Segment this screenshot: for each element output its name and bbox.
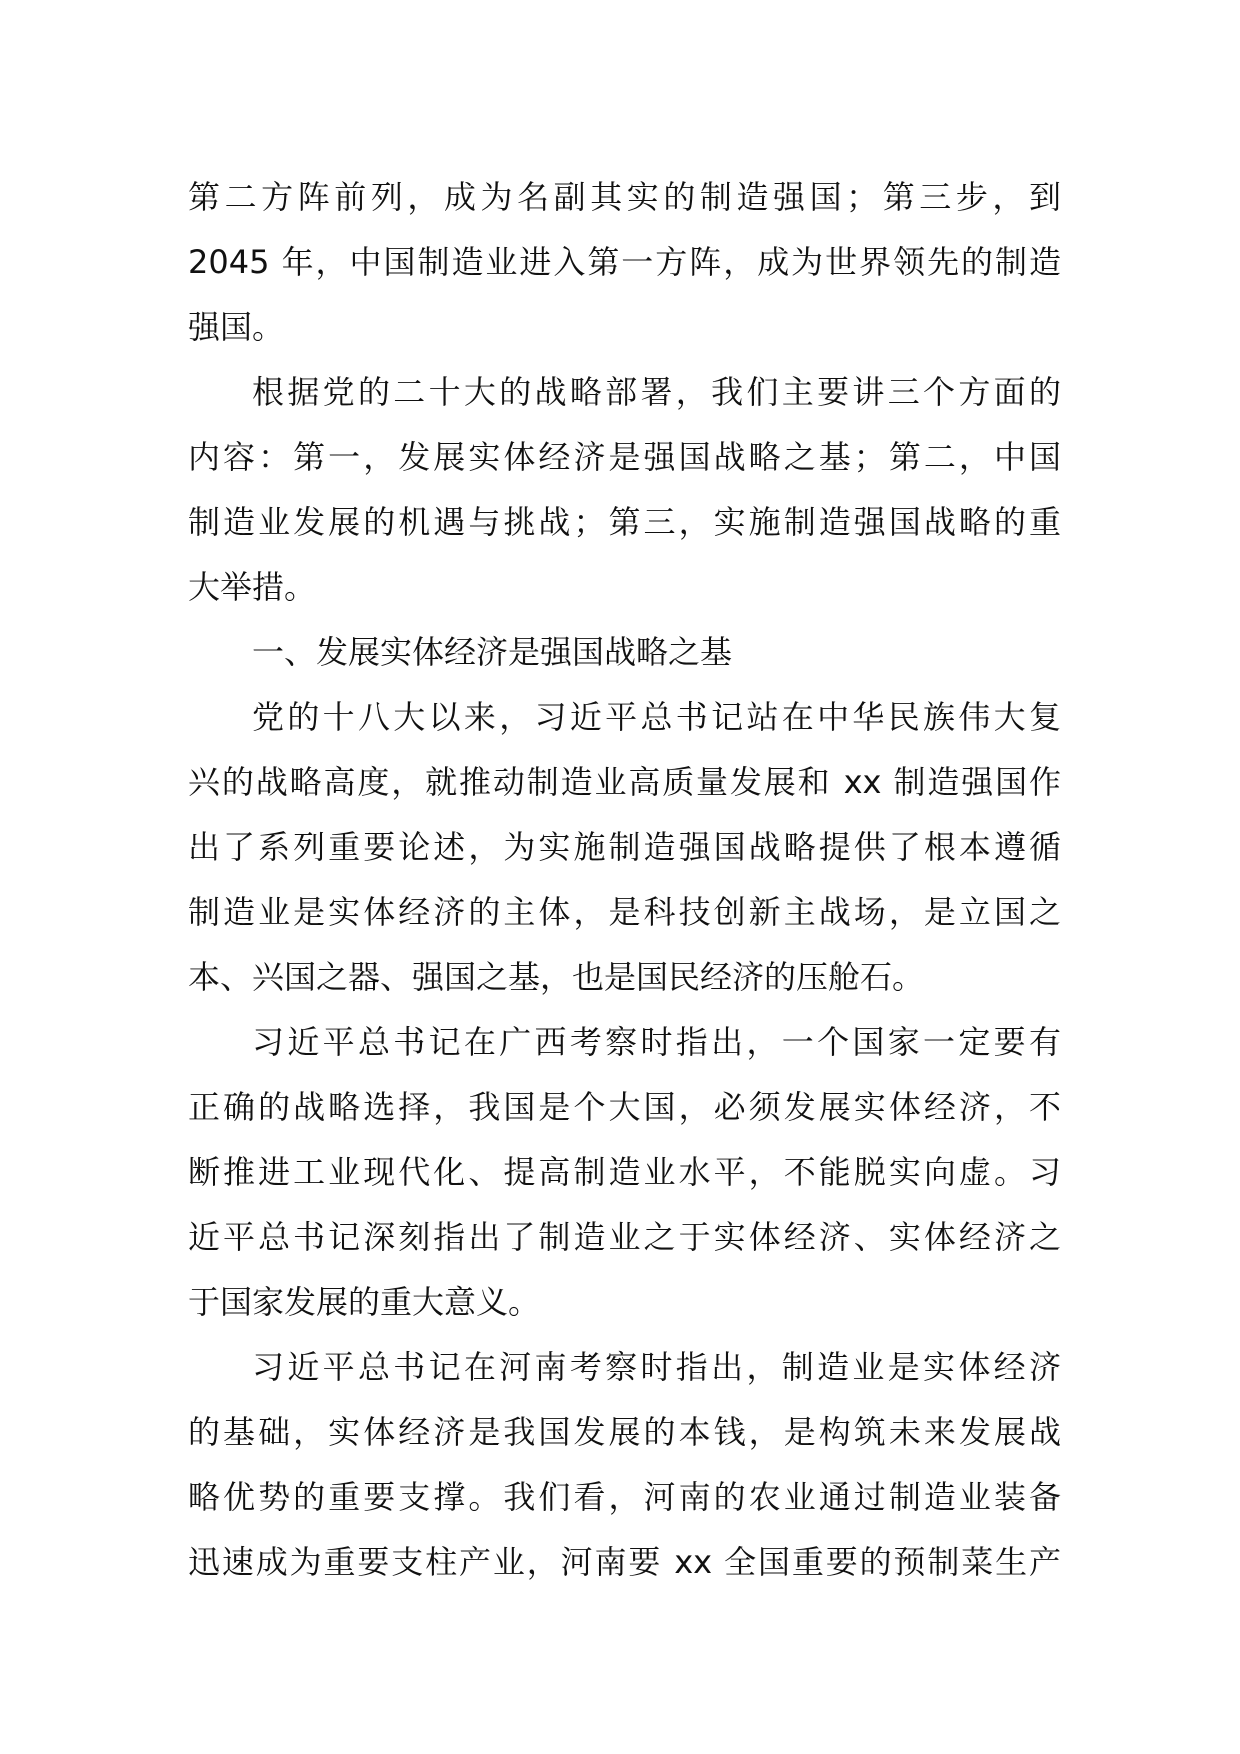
text-line: 根据党的二十大的战略部署，我们主要讲三个方面的 — [252, 373, 1061, 411]
text-line: 制造业是实体经济的主体，是科技创新主战场，是立国之 — [188, 893, 1061, 931]
text-line: 断推进工业现代化、提高制造业水平，不能脱实向虚。习 — [188, 1153, 1061, 1191]
text-line: 习近平总书记在广西考察时指出，一个国家一定要有 — [252, 1023, 1061, 1061]
paragraph — [188, 360, 1061, 620]
text-line: 的基础，实体经济是我国发展的本钱，是构筑未来发展战 — [188, 1413, 1061, 1451]
heading-text: 一、发展实体经济是强国战略之基 — [252, 633, 733, 671]
text-line: 大举措。 — [188, 568, 317, 606]
text-line: 迅速成为重要支柱产业，河南要 xx 全国重要的预制菜生产 — [188, 1543, 1061, 1581]
document-page — [188, 165, 1061, 1595]
text-line: 于国家发展的重大意义。 — [188, 1283, 541, 1321]
paragraph — [188, 685, 1061, 1010]
text-line: 近平总书记深刻指出了制造业之于实体经济、实体经济之 — [188, 1218, 1061, 1256]
text-line: 略优势的重要支撑。我们看，河南的农业通过制造业装备 — [188, 1478, 1061, 1516]
text-line: 习近平总书记在河南考察时指出，制造业是实体经济 — [252, 1348, 1061, 1386]
text-line: 本、兴国之器、强国之基，也是国民经济的压舱石。 — [188, 958, 925, 996]
text-line: 第二方阵前列，成为名副其实的制造强国；第三步，到 — [188, 178, 1061, 216]
text-line: 党的十八大以来，习近平总书记站在中华民族伟大复 — [252, 698, 1061, 736]
text-line: 制造业发展的机遇与挑战；第三，实施制造强国战略的重 — [188, 503, 1061, 541]
text-line: 内容：第一，发展实体经济是强国战略之基；第二，中国 — [188, 438, 1061, 476]
section-heading — [188, 620, 1061, 685]
text-line: 2045 年，中国制造业进入第一方阵，成为世界领先的制造 — [188, 243, 1061, 281]
text-line: 正确的战略选择，我国是个大国，必须发展实体经济，不 — [188, 1088, 1061, 1126]
paragraph — [188, 1010, 1061, 1335]
text-line: 出了系列重要论述，为实施制造强国战略提供了根本遵循 — [188, 828, 1061, 866]
paragraph — [188, 1335, 1061, 1595]
text-line: 兴的战略高度，就推动制造业高质量发展和 xx 制造强国作 — [188, 763, 1061, 801]
text-line: 强国。 — [188, 308, 285, 346]
paragraph — [188, 165, 1061, 360]
